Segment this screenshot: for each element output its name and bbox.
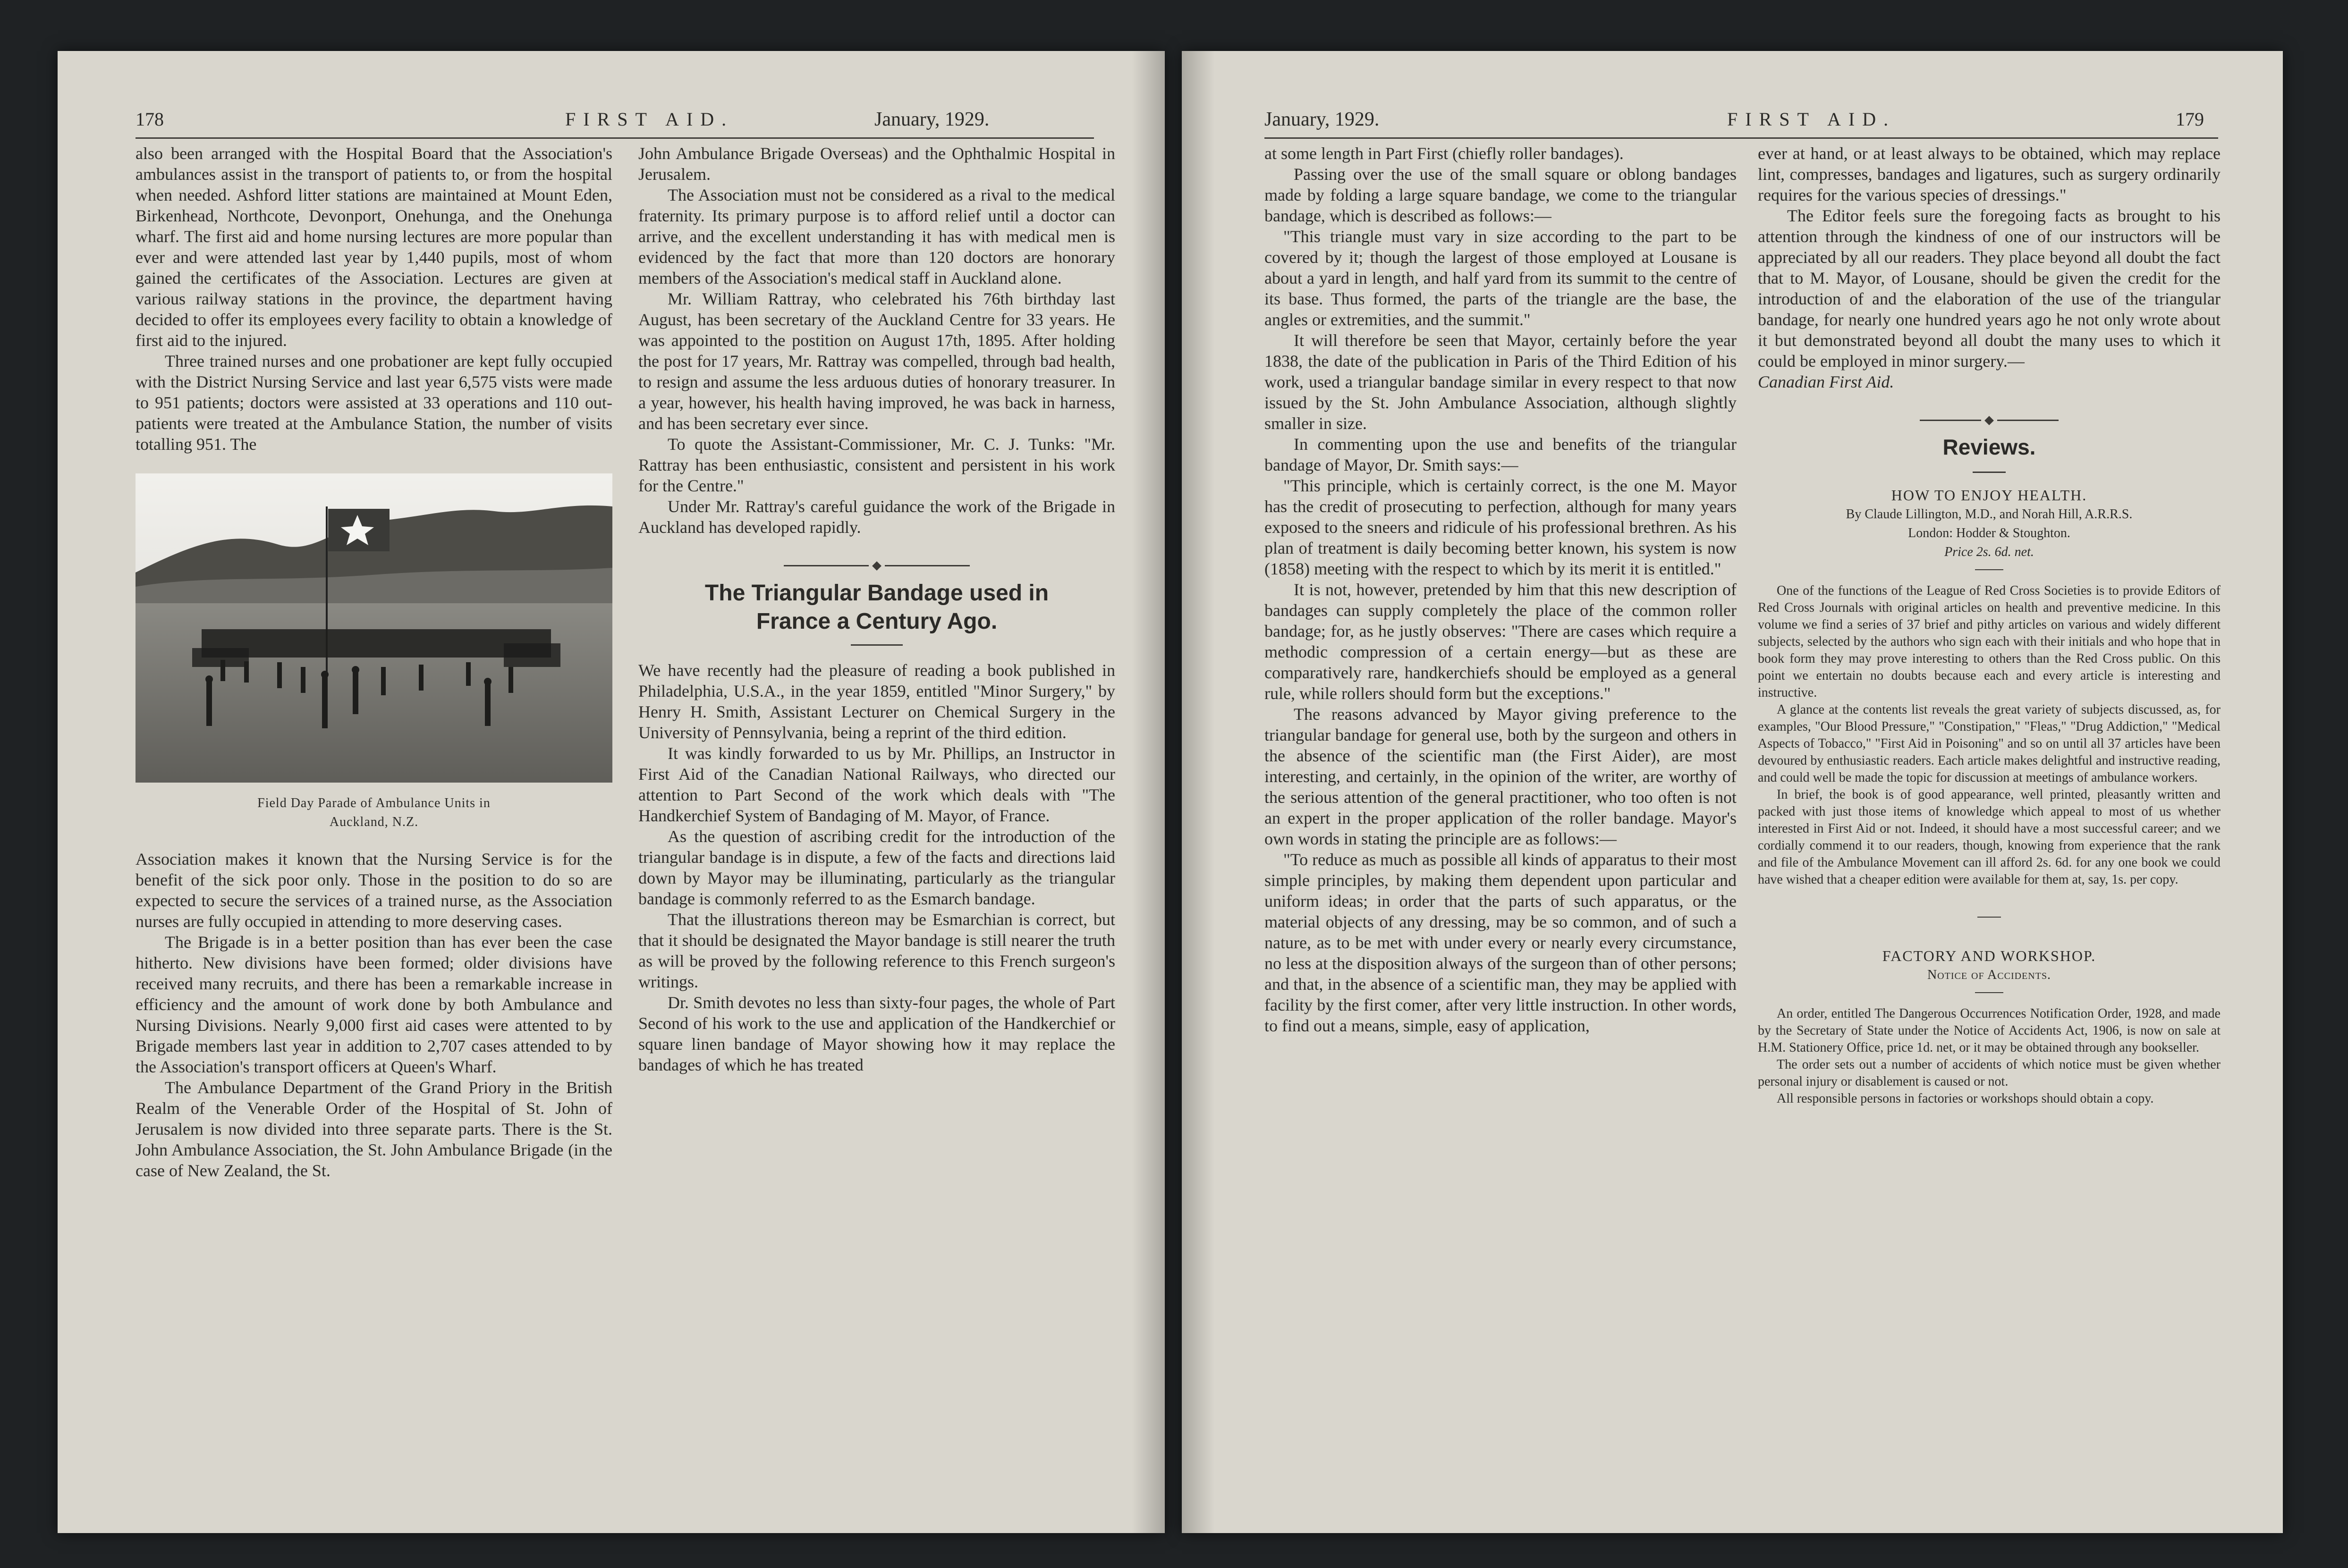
photo-caption-line-1: Field Day Parade of Ambulance Units in <box>257 796 491 810</box>
review-2-subtitle: Notice of Accidents. <box>1927 968 2051 982</box>
paragraph: The reasons advanced by Mayor giving preference to the triangular bandage for general use, both by the surgeon and others in the absence of the scientific man (the First Aider), are most interesting, and certainly, in the opinion of the writer, are worthy of the serious attention of the general practitioner, who too often is not an expert in the proper application of the roller bandage. Mayor's own words in stating the principle are as follows:— <box>1264 705 1737 848</box>
paragraph: Passing over the use of the small square or oblong bandages made by folding a large square bandage, we come to the triangular bandage, which is described as follows:— <box>1264 165 1737 225</box>
quotation: "This principle, which is certainly correct, is the one M. Mayor has the credit of prosecuting to perfection, although for many years exposed to the sneers and ridicule of his professional brethren. As his plan of treatment is daily becoming better known, his system is now (1858) meeting with the respect to which by its merit it is entitled." <box>1264 476 1737 578</box>
review-2-body <box>1758 1005 2221 1107</box>
paragraph: It is not, however, pretended by him that this new description of bandages can supply completely the place of the common roller bandage; for, as he justly observes: "There are cases which require a methodic compression of a certain energy—but as these are comparatively rare, handkerchiefs should be employed as a general rule, while rollers should form but the exceptions." <box>1264 580 1737 703</box>
source-credit: Canadian First Aid. <box>1758 372 1894 391</box>
right-page <box>1182 51 2283 1533</box>
review-1-price: Price 2s. 6d. net. <box>1944 545 2034 559</box>
paragraph: at some length in Part First (chiefly roller bandages). <box>1264 144 1624 163</box>
review-divider <box>1975 569 2003 570</box>
paragraph: That the illustrations thereon may be Esmarchian is correct, but that it should be designated the Mayor bandage is still nearer the truth as will be proved by the following reference to this French surgeon's writings. <box>638 910 1115 991</box>
review-1-authors: By Claude Lillington, M.D., and Norah Hill, A.R.R.S. <box>1846 507 2133 522</box>
section-ornament <box>1758 408 2221 420</box>
right-page-number: 179 <box>2176 109 2204 130</box>
section-ornament <box>638 554 1115 565</box>
parade-photo-image <box>136 473 612 783</box>
left-date: January, 1929. <box>874 109 990 130</box>
left-page-gutter-shadow <box>1132 51 1165 1533</box>
right-running-head <box>1264 105 2218 134</box>
review-divider <box>1977 917 2001 918</box>
left-magazine-title: FIRST AID. <box>565 109 734 130</box>
photo-field-day-parade <box>136 473 612 832</box>
paragraph: An order, entitled The Dangerous Occurrences Notification Order, 1928, and made by the Secretary of State under the Notice of Accidents Act, 1906, is now on sale at H.M. Stationery Office, price 1d. net, or it may be obtained through any bookseller. <box>1758 1006 2221 1055</box>
quotation: "To reduce as much as possible all kinds of apparatus to their most simple principles, by making them dependent upon particular and uniform ideas; in order that the parts of such apparatus, or the material objects of any dressing, may be so common, and of such a nature, as to be met with under every or nearly every circumstance, no less at the disposition always of the surgeon than of other persons; and that, in the absence of a scientific man, they may be applied with facility by the first comer, after very little instruction. In other words, to find out a means, simple, easy of application, <box>1264 850 1737 1035</box>
right-date: January, 1929. <box>1264 109 1380 130</box>
photo-caption-line-2: Auckland, N.Z. <box>329 815 419 829</box>
right-header-rule <box>1264 137 2218 139</box>
reviews-heading: Reviews. <box>1942 435 2036 459</box>
paragraph: John Ambulance Brigade Overseas) and the Ophthalmic Hospital in Jerusalem. <box>638 144 1115 184</box>
review-1-publisher: London: Hodder & Stoughton. <box>1908 526 2070 540</box>
paragraph: ever at hand, or at least always to be obtained, which may replace lint, compresses, bandages and ligatures, such as surgery ordinarily requires for the various species of dressings." <box>1758 144 2221 204</box>
paragraph: The Editor feels sure the foregoing facts as brought to his attention through the kindness of one of our instructors will be appreciated by all our readers. They place beyond all doubt the fact that to M. Mayor, of Lousane, should be given the credit for the introduction of and the elaboration of the use of the triangular bandage, for nearly one hundred years ago he not only wrote about it but demonstrated beyond all doubt the many uses to which it could be employed in minor surgery.— <box>1758 206 2221 371</box>
review-2-title: FACTORY AND WORKSHOP. <box>1882 947 2096 964</box>
left-page <box>58 51 1165 1533</box>
paragraph: In brief, the book is of good appearance, well printed, pleasantly written and packed with just those items of knowledge which appeal to most of us whether interested in First Aid or not. Indeed, it should have a most successful career; and we cordially commend it to our readers, though, knowing from experience that the rank and file of the Ambulance Movement can ill afford 2s. 6d. for any one book we could have wished that a cheaper edition were available for them at, say, 1s. per copy. <box>1758 787 2221 887</box>
title-rule <box>851 644 903 646</box>
paragraph: We have recently had the pleasure of reading a book published in Philadelphia, U.S.A., in the year 1859, entitled "Minor Surgery," by Henry H. Smith, Assistant Lecturer on Chemical Surgery in the University of Pennsylvania, being a reprint of the third edition. <box>638 661 1115 742</box>
paragraph: also been arranged with the Hospital Board that the Association's ambulances assist in the transport of patients to, or from the hospital when needed. Ashford litter stations are maintained at Mount Eden, Birkenhead, Northcote, Devonport, Onehunga, and the Onehunga wharf. The first aid and home nursing lectures are more popular than ever and were attended last year by 1,440 pupils, most of whom gained the certificates of the Association. Lectures are given at various railway stations in the province, the department having decided to offer its employees every facility to obtain a knowledge of first aid to the injured. <box>136 144 612 350</box>
paragraph: To quote the Assistant-Commissioner, Mr. C. J. Tunks: "Mr. Rattray has been enthusiastic, consistent and persistent in his work for the Centre." <box>638 435 1115 495</box>
paragraph: As the question of ascribing credit for the introduction of the triangular bandage is in dispute, a few of the facts and directions laid down by Mayor may be illuminating, particularly as the triangular bandage is commonly referred to as the Esmarch bandage. <box>638 827 1115 908</box>
paragraph: Three trained nurses and one probationer are kept fully occupied with the District Nursing Service and last year 6,575 vists were made to 951 patients; doctors were assisted at 33 operations and 110 out-patients were treated at the Ambulance Station, the number of visits totalling 951. The <box>136 352 612 454</box>
review-1-title: HOW TO ENJOY HEALTH. <box>1891 487 2087 504</box>
left-header-rule <box>136 137 1094 139</box>
paragraph: Dr. Smith devotes no less than sixty-four pages, the whole of Part Second of his work to the use and application of the Handkerchief or square linen bandage of Mayor showing how it may replace the bandages of which he has treated <box>638 993 1115 1074</box>
right-column-2 <box>1758 143 2221 1107</box>
article-title-line-2: France a Century Ago. <box>756 609 998 634</box>
left-column-2 <box>638 143 1115 1075</box>
paragraph: The order sets out a number of accidents of which notice must be given whether personal injury or disablement is caused or not. <box>1758 1057 2221 1089</box>
paragraph: Under Mr. Rattray's careful guidance the work of the Brigade in Auckland has developed rapidly. <box>638 497 1115 537</box>
article-title <box>638 579 1115 636</box>
paragraph: It will therefore be seen that Mayor, certainly before the year 1838, the date of the publication in Paris of the Third Edition of his work, used a triangular bandage similar in every respect to that now issued by the St. John Ambulance Association, although slightly smaller in size. <box>1264 331 1737 433</box>
paragraph: All responsible persons in factories or workshops should obtain a copy. <box>1777 1091 2154 1106</box>
paragraph: Mr. William Rattray, who celebrated his 76th birthday last August, has been secretary of the Auckland Centre for 33 years. He was appointed to the postition on August 17th, 1895. After holding the post for 17 years, Mr. Rattray was compelled, through bad health, to resign and assume the less arduous duties of honorary treasurer. In a year, however, his health having improved, he was back in harness, and has been secretary ever since. <box>638 289 1115 433</box>
review-divider <box>1975 992 2003 993</box>
article-title-line-1: The Triangular Bandage used in <box>704 581 1049 606</box>
review-1-body <box>1758 582 2221 888</box>
paragraph: It was kindly forwarded to us by Mr. Phillips, an Instructor in First Aid of the Canadian National Railways, who directed our attention to Part Second of the work which deals with "The Handkerchief System of Bandaging of M. Mayor, of France. <box>638 744 1115 825</box>
paragraph: Association makes it known that the Nursing Service is for the benefit of the sick poor only. Those in the position to do so are expected to secure the services of a trained nurse, as the Association nurses are fully occupied in attending to more deserving cases. <box>136 850 612 931</box>
right-page-gutter-shadow <box>1182 51 1215 1533</box>
paragraph: The Association must not be considered as a rival to the medical fraternity. Its primary purpose is to afford relief until a doctor can arrive, and the excellent understanding it has with medical men is evidenced by the fact that more than 120 doctors are honorary members of the Association's medical staff in Auckland alone. <box>638 185 1115 287</box>
left-running-head <box>136 105 1094 134</box>
paragraph: One of the functions of the League of Red Cross Societies is to provide Editors of Red Cross Journals with original articles on health and preventive medicine. In this volume we find a series of 37 brief and pithy articles on various and widely different subjects, selected by the authors who sign each with their initials and who hope that in book form they may prove interesting to others than the Red Cross public. On this point we entertain no doubts because each and every article is interesting and instructive. <box>1758 583 2221 700</box>
left-column-1 <box>136 143 612 1181</box>
right-column-1 <box>1264 143 1737 1036</box>
quotation: "This triangle must vary in size according to the part to be covered by it; though the largest of those employed at Lousane is about a yard in length, and half yard from its summit to the centre of its base. Thus formed, the parts of the triangle are the base, the angles or extremities, and the summit." <box>1264 227 1737 329</box>
right-magazine-title: FIRST AID. <box>1727 109 1896 130</box>
paragraph: The Ambulance Department of the Grand Priory in the British Realm of the Venerable Order of the Hospital of St. John of Jerusalem is now divided into three separate parts. There is the St. John Ambulance Association, the St. John Ambulance Brigade (in the case of New Zealand, the St. <box>136 1078 612 1180</box>
paragraph: In commenting upon the use and benefits of the triangular bandage of Mayor, Dr. Smith says:— <box>1264 435 1737 474</box>
paragraph: A glance at the contents list reveals the great variety of subjects discussed, as, for examples, "Our Blood Pressure," "Constipation," "Fleas," "Drug Addiction," "Medical Aspects of Tobacco," "First Aid in Poisoning" and so on until all 37 articles have been devoured by enthusiastic readers. Each article makes delightful and instructive reading, and could well be made the topic for discussion at meetings of ambulance workers. <box>1758 702 2221 785</box>
left-page-number: 178 <box>136 109 164 130</box>
reviews-rule <box>1973 472 2006 473</box>
paragraph: The Brigade is in a better position than has ever been the case hitherto. New divisions have been formed; older divisions have received many recruits, and there has been a remarkable increase in efficiency and the amount of work done by both Ambulance and Nursing Divisions. Nearly 9,000 first aid cases were attented to by Brigade members last year in addition to 2,707 cases attended to by the Association's transport officers at Queen's Wharf. <box>136 933 612 1076</box>
photo-caption <box>136 794 612 832</box>
